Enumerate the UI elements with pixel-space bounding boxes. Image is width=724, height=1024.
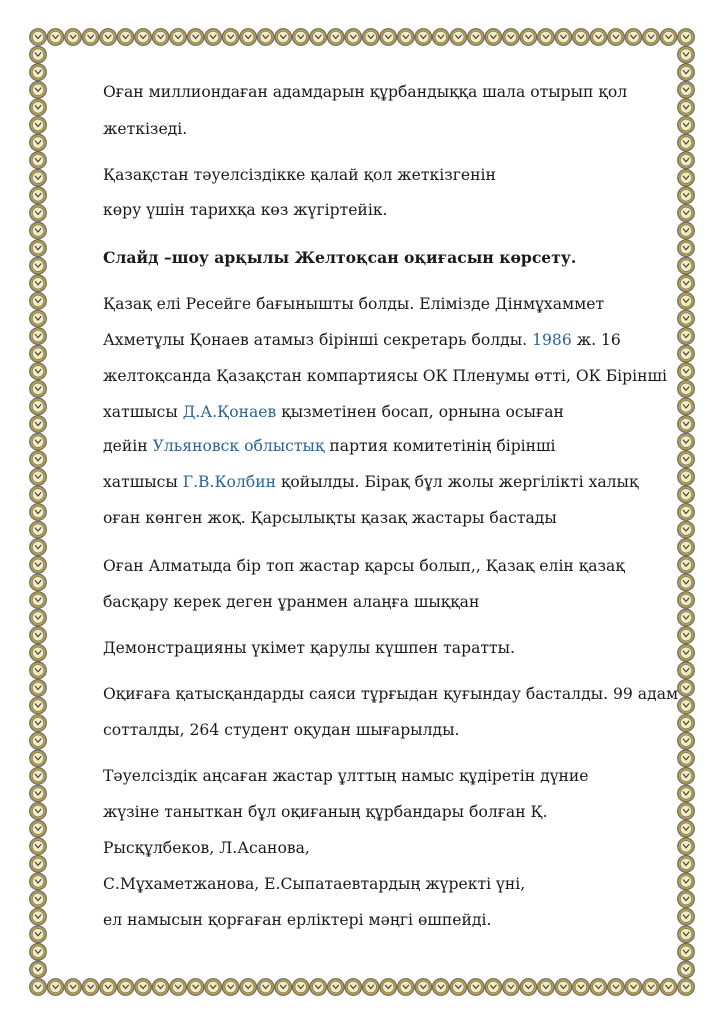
clock-icon xyxy=(625,979,642,996)
clock-icon xyxy=(275,29,292,46)
clock-icon xyxy=(678,117,695,134)
clock-icon xyxy=(135,29,152,46)
clock-icon xyxy=(485,29,502,46)
paragraph-3-line-6-tail: қойылды. Бірақ бұл жолы жергілікті халық xyxy=(280,473,639,491)
clock-icon xyxy=(30,381,47,398)
clock-icon xyxy=(30,310,47,327)
clock-icon xyxy=(30,961,47,978)
clock-icon xyxy=(538,29,555,46)
clock-icon xyxy=(30,908,47,925)
clock-icon xyxy=(30,926,47,943)
clock-icon xyxy=(678,926,695,943)
paragraph-3-line-5-head: дейін xyxy=(103,437,148,455)
clock-icon xyxy=(30,803,47,820)
clock-icon xyxy=(555,979,572,996)
clock-icon xyxy=(187,29,204,46)
clock-icon xyxy=(678,961,695,978)
clock-icon xyxy=(30,644,47,661)
clock-icon xyxy=(678,627,695,644)
paragraph-4-line-2: басқару керек деген ұранмен алаңға шыққан xyxy=(103,593,480,611)
clock-icon xyxy=(30,873,47,890)
clock-icon xyxy=(30,416,47,433)
clock-icon xyxy=(30,64,47,81)
paragraph-7-line-2: жүзіне таныткан бұл оқиғаның құрбандары болған Қ. xyxy=(103,803,548,821)
clock-icon xyxy=(30,205,47,222)
clock-icon xyxy=(678,521,695,538)
clock-icon xyxy=(678,29,695,46)
clock-icon xyxy=(678,944,695,961)
clock-icon xyxy=(240,29,257,46)
clock-icon xyxy=(678,310,695,327)
clock-icon xyxy=(30,451,47,468)
clock-icon xyxy=(678,680,695,697)
paragraph-7-line-5: ел намысын қорғаған ерліктері мәңгі өшпейді. xyxy=(103,911,492,929)
clock-icon xyxy=(30,504,47,521)
clock-icon xyxy=(30,29,47,46)
clock-icon xyxy=(30,539,47,556)
clock-icon xyxy=(82,979,99,996)
clock-icon xyxy=(678,979,695,996)
clock-icon xyxy=(433,979,450,996)
paragraph-3-line-6-head: хатшысы xyxy=(103,473,178,491)
clock-icon xyxy=(380,979,397,996)
clock-icon xyxy=(608,979,625,996)
clock-icon xyxy=(590,979,607,996)
clock-icon xyxy=(345,979,362,996)
clock-icon xyxy=(30,785,47,802)
clock-icon xyxy=(678,697,695,714)
paragraph-6-line-2: сотталды, 264 студент оқудан шығарылды. xyxy=(103,721,460,739)
clock-icon xyxy=(205,29,222,46)
clock-icon xyxy=(503,29,520,46)
clock-icon xyxy=(678,556,695,573)
clock-icon xyxy=(503,979,520,996)
link-kolbin[interactable]: Г.В.Колбин xyxy=(182,473,276,491)
clock-icon xyxy=(117,979,134,996)
clock-icon xyxy=(135,979,152,996)
clock-icon xyxy=(678,64,695,81)
paragraph-6-line-1: Оқиғаға қатысқандарды саяси тұрғыдан қуғындау басталды. 99 адам xyxy=(103,685,679,703)
clock-icon xyxy=(678,81,695,98)
clock-icon xyxy=(30,979,47,996)
paragraph-2-line-2: көру үшін тарихқа көз жүгіртейік. xyxy=(103,201,388,219)
clock-icon xyxy=(30,240,47,257)
clock-icon xyxy=(30,609,47,626)
clock-icon xyxy=(30,293,47,310)
clock-icon xyxy=(678,785,695,802)
clock-icon xyxy=(30,750,47,767)
paragraph-3-line-4-head: хатшысы xyxy=(103,403,178,421)
clock-icon xyxy=(608,29,625,46)
clock-icon xyxy=(30,768,47,785)
clock-icon xyxy=(327,979,344,996)
clock-icon xyxy=(30,680,47,697)
clock-icon xyxy=(643,979,660,996)
clock-icon xyxy=(30,433,47,450)
clock-icon xyxy=(678,416,695,433)
clock-icon xyxy=(625,29,642,46)
clock-icon xyxy=(362,29,379,46)
clock-icon xyxy=(450,29,467,46)
clock-icon xyxy=(678,469,695,486)
clock-icon xyxy=(678,398,695,415)
clock-icon xyxy=(433,29,450,46)
paragraph-3-line-3: желтоқсанда Қазақстан компартиясы ОК Пленумы өтті, ОК Бірінші xyxy=(103,367,667,385)
clock-icon xyxy=(678,205,695,222)
clock-icon xyxy=(678,451,695,468)
clock-icon xyxy=(187,979,204,996)
clock-icon xyxy=(65,979,82,996)
clock-icon xyxy=(678,363,695,380)
clock-icon xyxy=(257,29,274,46)
paragraph-3-line-6 xyxy=(103,472,638,492)
clock-icon xyxy=(520,29,537,46)
clock-icon xyxy=(678,345,695,362)
clock-icon xyxy=(257,979,274,996)
clock-icon xyxy=(30,46,47,63)
clock-icon xyxy=(573,979,590,996)
clock-icon xyxy=(660,29,677,46)
clock-icon xyxy=(678,856,695,873)
paragraph-3-line-5 xyxy=(103,436,556,456)
clock-icon xyxy=(30,838,47,855)
clock-icon xyxy=(205,979,222,996)
clock-icon xyxy=(380,29,397,46)
clock-icon xyxy=(82,29,99,46)
clock-icon xyxy=(30,363,47,380)
clock-icon xyxy=(65,29,82,46)
clock-icon xyxy=(30,627,47,644)
clock-icon xyxy=(30,732,47,749)
clock-icon xyxy=(678,662,695,679)
clock-icon xyxy=(678,222,695,239)
clock-icon xyxy=(678,574,695,591)
clock-icon xyxy=(678,275,695,292)
clock-icon xyxy=(30,81,47,98)
clock-icon xyxy=(310,979,327,996)
paragraph-3-line-2-text: Ахметұлы Қонаев атамыз бірінші секретарь болды. xyxy=(103,331,528,349)
clock-icon xyxy=(538,979,555,996)
paragraph-3-line-2-tail: ж. 16 xyxy=(576,331,621,349)
clock-icon xyxy=(678,803,695,820)
clock-icon xyxy=(292,979,309,996)
clock-icon xyxy=(520,979,537,996)
clock-icon xyxy=(468,979,485,996)
clock-icon xyxy=(30,521,47,538)
clock-icon xyxy=(47,979,64,996)
clock-icon xyxy=(678,891,695,908)
paragraph-3-line-4-tail: қызметінен босап, орнына осыған xyxy=(281,403,564,421)
clock-icon xyxy=(345,29,362,46)
clock-icon xyxy=(450,979,467,996)
clock-icon xyxy=(555,29,572,46)
paragraph-3-line-5-tail: партия комитетінің бірінші xyxy=(329,437,556,455)
clock-icon xyxy=(117,29,134,46)
clock-icon xyxy=(415,29,432,46)
clock-icon xyxy=(30,820,47,837)
clock-icon xyxy=(678,609,695,626)
clock-icon xyxy=(47,29,64,46)
clock-icon xyxy=(678,328,695,345)
clock-icon xyxy=(678,293,695,310)
clock-icon xyxy=(30,328,47,345)
paragraph-4-line-1: Оған Алматыда бір топ жастар қарсы болып,, Қазақ елін қазақ xyxy=(103,557,625,575)
clock-icon xyxy=(643,29,660,46)
clock-icon xyxy=(30,662,47,679)
clock-icon xyxy=(678,257,695,274)
clock-icon xyxy=(590,29,607,46)
clock-icon xyxy=(678,592,695,609)
clock-icon xyxy=(30,891,47,908)
paragraph-5: Демонстрацияны үкімет қарулы күшпен таратты. xyxy=(103,639,515,657)
clock-icon xyxy=(678,240,695,257)
clock-icon xyxy=(678,433,695,450)
clock-icon xyxy=(30,486,47,503)
paragraph-7-line-3: Рысқұлбеков, Л.Асанова, xyxy=(103,839,310,857)
clock-icon xyxy=(30,697,47,714)
clock-icon xyxy=(222,29,239,46)
clock-icon xyxy=(397,29,414,46)
slide-show-heading: Слайд –шоу арқылы Желтоқсан оқиғасын көрсету. xyxy=(103,248,577,267)
paragraph-7-line-1: Тәуелсіздік аңсаған жастар ұлттың намыс құдіретін дүние xyxy=(103,767,589,785)
clock-icon xyxy=(468,29,485,46)
clock-icon xyxy=(170,29,187,46)
clock-icon xyxy=(573,29,590,46)
clock-icon xyxy=(30,169,47,186)
clock-icon xyxy=(678,46,695,63)
clock-icon xyxy=(30,345,47,362)
link-1986[interactable]: 1986 xyxy=(532,331,572,349)
paragraph-1-line-2: жеткізеді. xyxy=(103,120,188,138)
paragraph-3-line-7: оған көнген жоқ. Қарсылықты қазақ жастары бастады xyxy=(103,509,557,527)
clock-icon xyxy=(678,486,695,503)
clock-icon xyxy=(30,257,47,274)
clock-icon xyxy=(678,169,695,186)
clock-icon xyxy=(362,979,379,996)
clock-icon xyxy=(678,768,695,785)
clock-icon xyxy=(327,29,344,46)
clock-icon xyxy=(222,979,239,996)
clock-icon xyxy=(30,222,47,239)
clock-icon xyxy=(152,29,169,46)
clock-icon xyxy=(152,979,169,996)
clock-icon xyxy=(240,979,257,996)
clock-icon xyxy=(678,152,695,169)
clock-icon xyxy=(30,856,47,873)
paragraph-2-line-1: Қазақстан тәуелсіздікке қалай қол жеткізгенін xyxy=(103,166,496,184)
clock-icon xyxy=(100,29,117,46)
paragraph-1-line-1: Оған миллиондаған адамдарын құрбандыққа шала отырып қол xyxy=(103,83,628,101)
clock-icon xyxy=(30,944,47,961)
clock-icon xyxy=(660,979,677,996)
clock-icon xyxy=(30,398,47,415)
clock-icon xyxy=(310,29,327,46)
link-ulyanovsk-oblast[interactable]: Ульяновск облыстық xyxy=(152,437,325,455)
clock-icon xyxy=(30,556,47,573)
clock-icon xyxy=(678,820,695,837)
clock-icon xyxy=(30,187,47,204)
clock-icon xyxy=(30,574,47,591)
clock-icon xyxy=(678,504,695,521)
paragraph-7-line-4: С.Мұхаметжанова, Е.Сыпатаевтардың жүректі үні, xyxy=(103,875,526,893)
clock-icon xyxy=(678,838,695,855)
clock-icon xyxy=(678,750,695,767)
clock-icon xyxy=(678,715,695,732)
clock-icon xyxy=(397,979,414,996)
link-konaev[interactable]: Д.А.Қонаев xyxy=(182,403,277,421)
clock-icon xyxy=(30,99,47,116)
clock-icon xyxy=(170,979,187,996)
paragraph-3-line-2 xyxy=(103,330,621,350)
clock-icon xyxy=(415,979,432,996)
clock-icon xyxy=(30,469,47,486)
clock-icon xyxy=(678,539,695,556)
clock-icon xyxy=(678,873,695,890)
clock-icon xyxy=(30,152,47,169)
paragraph-3-line-1: Қазақ елі Ресейге бағынышты болды. Елімізде Дінмұхаммет xyxy=(103,295,605,313)
clock-icon xyxy=(678,732,695,749)
clock-icon xyxy=(30,715,47,732)
clock-icon xyxy=(678,99,695,116)
clock-icon xyxy=(30,134,47,151)
clock-icon xyxy=(678,644,695,661)
clock-icon xyxy=(678,134,695,151)
clock-icon xyxy=(30,592,47,609)
clock-icon xyxy=(30,275,47,292)
clock-icon xyxy=(678,908,695,925)
clock-icon xyxy=(100,979,117,996)
clock-icon xyxy=(30,117,47,134)
clock-icon xyxy=(678,187,695,204)
clock-icon xyxy=(275,979,292,996)
clock-icon xyxy=(678,381,695,398)
paragraph-3-line-4 xyxy=(103,402,564,422)
clock-icon xyxy=(485,979,502,996)
clock-icon xyxy=(292,29,309,46)
